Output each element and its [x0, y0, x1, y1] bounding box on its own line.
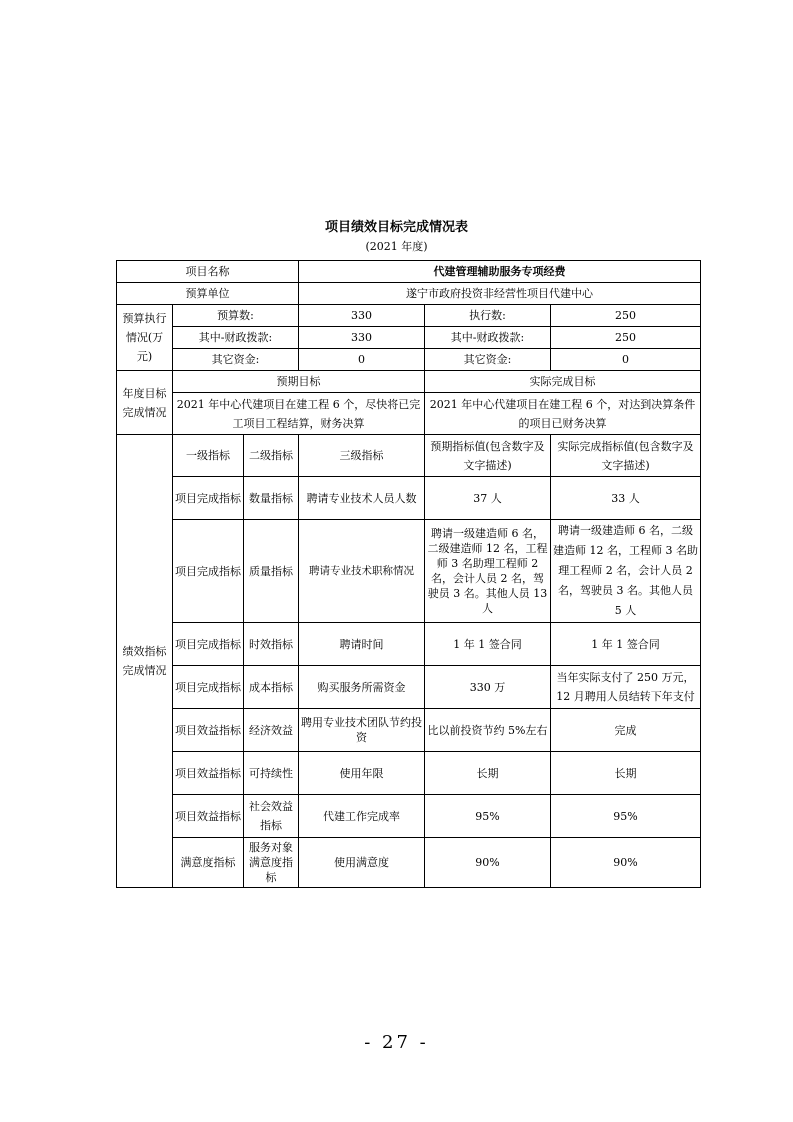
actual-cell: 长期 [551, 752, 701, 795]
table-row [117, 623, 701, 666]
expected-cell: 比以前投资节约 5%左右 [425, 709, 551, 752]
level1-cell: 满意度指标 [173, 838, 244, 888]
level3-cell: 使用满意度 [299, 838, 425, 888]
level3-cell: 聘请专业技术职称情况 [299, 520, 425, 623]
budget-section-label: 预算执行情况(万元) [117, 305, 173, 371]
level1-cell: 项目完成指标 [173, 520, 244, 623]
level3-cell: 代建工作完成率 [299, 795, 425, 838]
performance-table [116, 260, 701, 888]
header-level2: 二级指标 [244, 435, 299, 477]
project-name-label: 项目名称 [117, 261, 299, 283]
actual-cell: 90% [551, 838, 701, 888]
fiscal-budget-label: 其中-财政拨款: [173, 327, 299, 349]
actual-goal-header: 实际完成目标 [425, 371, 701, 393]
budget-label: 预算数: [173, 305, 299, 327]
executed-label: 执行数: [425, 305, 551, 327]
expected-cell: 37 人 [425, 477, 551, 520]
expected-cell: 330 万 [425, 666, 551, 709]
annual-section-label: 年度目标完成情况 [117, 371, 173, 435]
table-row [117, 520, 701, 623]
actual-cell: 95% [551, 795, 701, 838]
level2-cell: 社会效益指标 [244, 795, 299, 838]
level2-cell: 质量指标 [244, 520, 299, 623]
fiscal-executed-value: 250 [551, 327, 701, 349]
level2-cell: 服务对象满意度指标 [244, 838, 299, 888]
level1-cell: 项目效益指标 [173, 795, 244, 838]
level1-cell: 项目完成指标 [173, 623, 244, 666]
table-row [117, 838, 701, 888]
level3-cell: 购买服务所需资金 [299, 666, 425, 709]
indicators-section-label: 绩效指标完成情况 [117, 435, 173, 888]
page-number: - 27 - [364, 1032, 429, 1053]
expected-goal-text: 2021 年中心代建项目在建工程 6 个，尽快将已完工项目工程结算，财务决算 [173, 393, 425, 435]
actual-cell: 当年实际支付了 250 万元，12 月聘用人员结转下年支付 [551, 666, 701, 709]
actual-cell: 完成 [551, 709, 701, 752]
level3-cell: 聘请专业技术人员人数 [299, 477, 425, 520]
expected-cell: 90% [425, 838, 551, 888]
fiscal-executed-label: 其中-财政拨款: [425, 327, 551, 349]
actual-cell: 33 人 [551, 477, 701, 520]
level1-cell: 项目完成指标 [173, 666, 244, 709]
actual-cell: 聘请一级建造师 6 名，二级建造师 12 名，工程师 3 名助理工程师 2 名，会计人员 2 名，驾驶员 3 名。其他人员 5 人 [551, 520, 701, 623]
other-budget-label: 其它资金: [173, 349, 299, 371]
level2-cell: 成本指标 [244, 666, 299, 709]
level1-cell: 项目效益指标 [173, 709, 244, 752]
other-executed-value: 0 [551, 349, 701, 371]
budget-unit-value: 遂宁市政府投资非经营性项目代建中心 [299, 283, 701, 305]
expected-goal-header: 预期目标 [173, 371, 425, 393]
fiscal-budget-value: 330 [299, 327, 425, 349]
level1-cell: 项目效益指标 [173, 752, 244, 795]
table-row [117, 795, 701, 838]
expected-cell: 长期 [425, 752, 551, 795]
actual-goal-text: 2021 年中心代建项目在建工程 6 个，对达到决算条件的项目已财务决算 [425, 393, 701, 435]
level2-cell: 可持续性 [244, 752, 299, 795]
other-budget-value: 0 [299, 349, 425, 371]
table-row [117, 709, 701, 752]
expected-cell: 1 年 1 签合同 [425, 623, 551, 666]
header-expected-value: 预期指标值(包含数字及文字描述) [425, 435, 551, 477]
table-year: (2021 年度) [365, 240, 428, 253]
level2-cell: 数量指标 [244, 477, 299, 520]
header-actual-value: 实际完成指标值(包含数字及文字描述) [551, 435, 701, 477]
level3-cell: 使用年限 [299, 752, 425, 795]
budget-unit-label: 预算单位 [117, 283, 299, 305]
other-executed-label: 其它资金: [425, 349, 551, 371]
level2-cell: 时效指标 [244, 623, 299, 666]
actual-cell: 1 年 1 签合同 [551, 623, 701, 666]
level3-cell: 聘用专业技术团队节约投资 [299, 709, 425, 752]
level2-cell: 经济效益 [244, 709, 299, 752]
table-row [117, 477, 701, 520]
level3-cell: 聘请时间 [299, 623, 425, 666]
header-level1: 一级指标 [173, 435, 244, 477]
expected-cell: 95% [425, 795, 551, 838]
expected-cell: 聘请一级建造师 6 名，二级建造师 12 名，工程师 3 名助理工程师 2 名，会计人员 2 名，驾驶员 3 名。其他人员 13 人 [425, 520, 551, 623]
table-row [117, 666, 701, 709]
header-level3: 三级指标 [299, 435, 425, 477]
project-name-value: 代建管理辅助服务专项经费 [299, 261, 701, 283]
budget-value: 330 [299, 305, 425, 327]
table-row [117, 752, 701, 795]
level1-cell: 项目完成指标 [173, 477, 244, 520]
executed-value: 250 [551, 305, 701, 327]
table-title: 项目绩效目标完成情况表 [324, 220, 468, 235]
